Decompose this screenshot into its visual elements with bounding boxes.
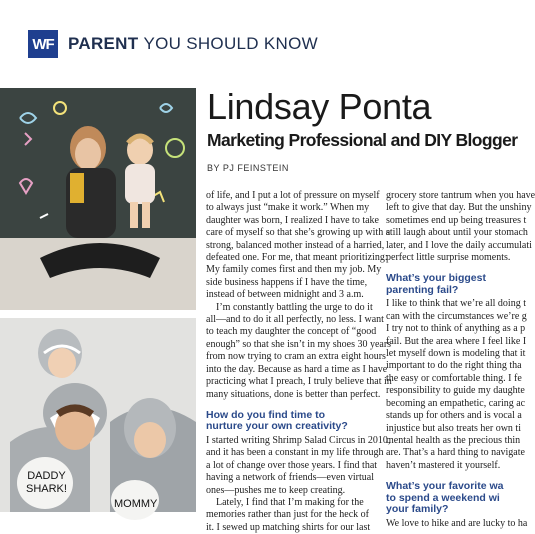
article-column-1 <box>206 190 392 534</box>
heading-line: What’s your biggest <box>386 272 486 285</box>
section-heading <box>206 410 376 433</box>
masthead-tagline: YOU SHOULD KNOW <box>143 34 318 53</box>
dad-shirt-line: SHARK! <box>26 483 67 495</box>
dad-shirt-line: DADDY <box>27 470 66 482</box>
heading-line: How do you find time to <box>206 408 325 421</box>
text-line: to teach my daughter the concept of “good <box>206 326 377 338</box>
text-line: all—and to do it all perfectly, no less. I want <box>206 314 384 326</box>
text-line: responsibility to guide my daughte <box>386 385 525 397</box>
paragraph <box>206 434 391 497</box>
text-line: of life, and I put a lot of pressure on myself <box>206 190 380 201</box>
heading-line: parenting fail? <box>386 283 459 296</box>
text-line: practicing what I preach, I truly believe that in <box>206 376 392 388</box>
text-line: sometimes end up being treasures t <box>386 214 527 226</box>
text-line: ones—pushes me to keep creating. <box>206 484 346 496</box>
article-title: Lindsay Ponta <box>207 86 432 127</box>
dad-shirt-text <box>26 470 67 496</box>
text-line: memories rather than just for the heck of <box>206 509 369 521</box>
text-line: let myself down is modeling that it <box>386 348 526 360</box>
masthead-section: PARENT <box>68 34 139 53</box>
text-line: care of myself so that she’s growing up with a <box>206 227 391 239</box>
text-line: left to give that day. But the unshiny <box>386 202 532 214</box>
article-subtitle: Marketing Professional and DIY Blogger <box>207 130 518 150</box>
text-line: I like to think that we’re all doing t <box>386 298 526 310</box>
byline: BY PJ FEINSTEIN <box>207 163 289 173</box>
text-line: fail. But the area where I feel like I <box>386 335 527 347</box>
text-line: Lately, I find that I’m making for the <box>216 496 364 508</box>
text-line: instead of between midnight and 3 a.m. <box>206 289 364 301</box>
paragraph <box>206 302 376 314</box>
text-line: can with the circumstances we’re g <box>386 310 527 322</box>
heading-line: your family? <box>386 503 449 516</box>
heading-line: What’s your favorite wa <box>386 480 504 493</box>
text-line: are. That’s a hard thing to navigate <box>386 447 525 459</box>
text-line: perfect little surprise moments. <box>386 252 511 264</box>
text-line: My family comes first and then my job. My <box>206 264 382 276</box>
paragraph <box>386 298 527 472</box>
paragraph <box>386 517 528 530</box>
text-line: daughter was born, I realized I have to take <box>206 214 379 226</box>
text-line: I’m constantly battling the urge to do it <box>216 301 373 313</box>
paragraph <box>206 314 392 401</box>
text-line: the easy or comfortable thing. I fe <box>386 372 522 384</box>
section-heading <box>386 481 512 516</box>
text-line: from now trying to cram an extra eight hours <box>206 351 386 363</box>
paragraph <box>206 190 391 302</box>
heading-line: to spend a weekend wi <box>386 491 500 504</box>
text-line: to always just “make it work.” When my <box>206 202 370 214</box>
text-line: becoming an empathetic, caring ac <box>386 397 526 409</box>
text-line: I started writing Shrimp Salad Circus in 2010, <box>206 434 391 446</box>
mom-shirt-text: MOMMY <box>114 498 158 510</box>
text-line: I try not to think of anything as a p <box>386 323 526 335</box>
text-line: enough” so that she isn’t in my shoes 30 years <box>206 338 392 350</box>
text-line: We love to hike and are lucky to ha <box>386 517 528 529</box>
text-line: injustice but also treats her own ti <box>386 422 521 434</box>
wf-logo: WF <box>28 30 58 58</box>
paragraph <box>386 190 535 264</box>
text-line: still laugh about until your stomach <box>386 227 528 239</box>
text-line: having a network of friends—even virtual <box>206 472 375 484</box>
family-shark-photo <box>0 318 196 512</box>
text-line: many situations, done is better than perfect. <box>206 388 381 400</box>
heading-line: nurture your own creativity? <box>206 420 348 433</box>
text-line: defeated one. For me, that meant prioritizing: <box>206 252 388 264</box>
text-line: haven’t mastered it yourself. <box>386 459 501 471</box>
text-line: and it has been a constant in my life through <box>206 447 384 459</box>
text-line: a lot of change over those years. I find that <box>206 459 378 471</box>
text-line: side business happens if I have the time, <box>206 276 368 288</box>
text-line: into the day. Because as hard a time as I have <box>206 363 388 375</box>
text-line: important to do the right thing tha <box>386 360 522 372</box>
text-line: it. I sewed up matching shirts for our last <box>206 521 371 533</box>
text-line: mental health as the precious thin <box>386 434 521 446</box>
text-line: strong, balanced mother instead of a harried, <box>206 239 385 251</box>
section-heading <box>386 273 512 296</box>
masthead <box>28 30 318 58</box>
text-line: later, and I love the daily accumulati <box>386 239 532 251</box>
text-line: stands up for others and is vocal a <box>386 410 522 422</box>
article-column-2 <box>386 190 535 530</box>
paragraph <box>206 497 376 534</box>
mother-daughter-photo <box>0 88 196 310</box>
text-line: grocery store tantrum when you have <box>386 190 535 201</box>
